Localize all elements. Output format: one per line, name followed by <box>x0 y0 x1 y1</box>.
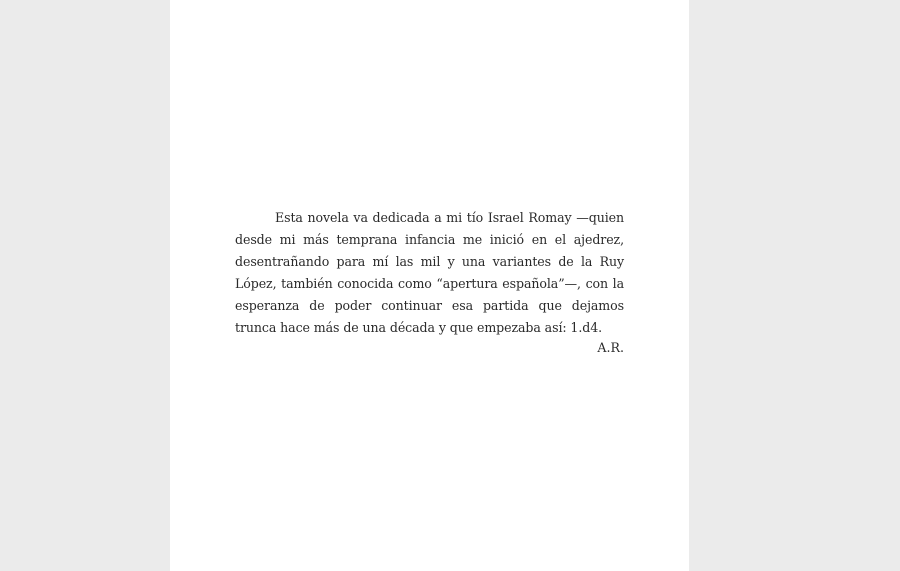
document-page <box>170 0 689 571</box>
dedication-paragraph: Esta novela va dedicada a mi tío Israel Romay —quien desde mi más temprana infancia me inició en el ajedrez, desentrañando para mí las mil y una variantes de la Ruy López, también conocida como “apertura española”—, con la esperanza de poder continuar esa partida que dejamos trunca hace más de una década y que empezaba así: 1.d4. <box>235 210 624 335</box>
author-initials: A.R. <box>597 340 624 355</box>
